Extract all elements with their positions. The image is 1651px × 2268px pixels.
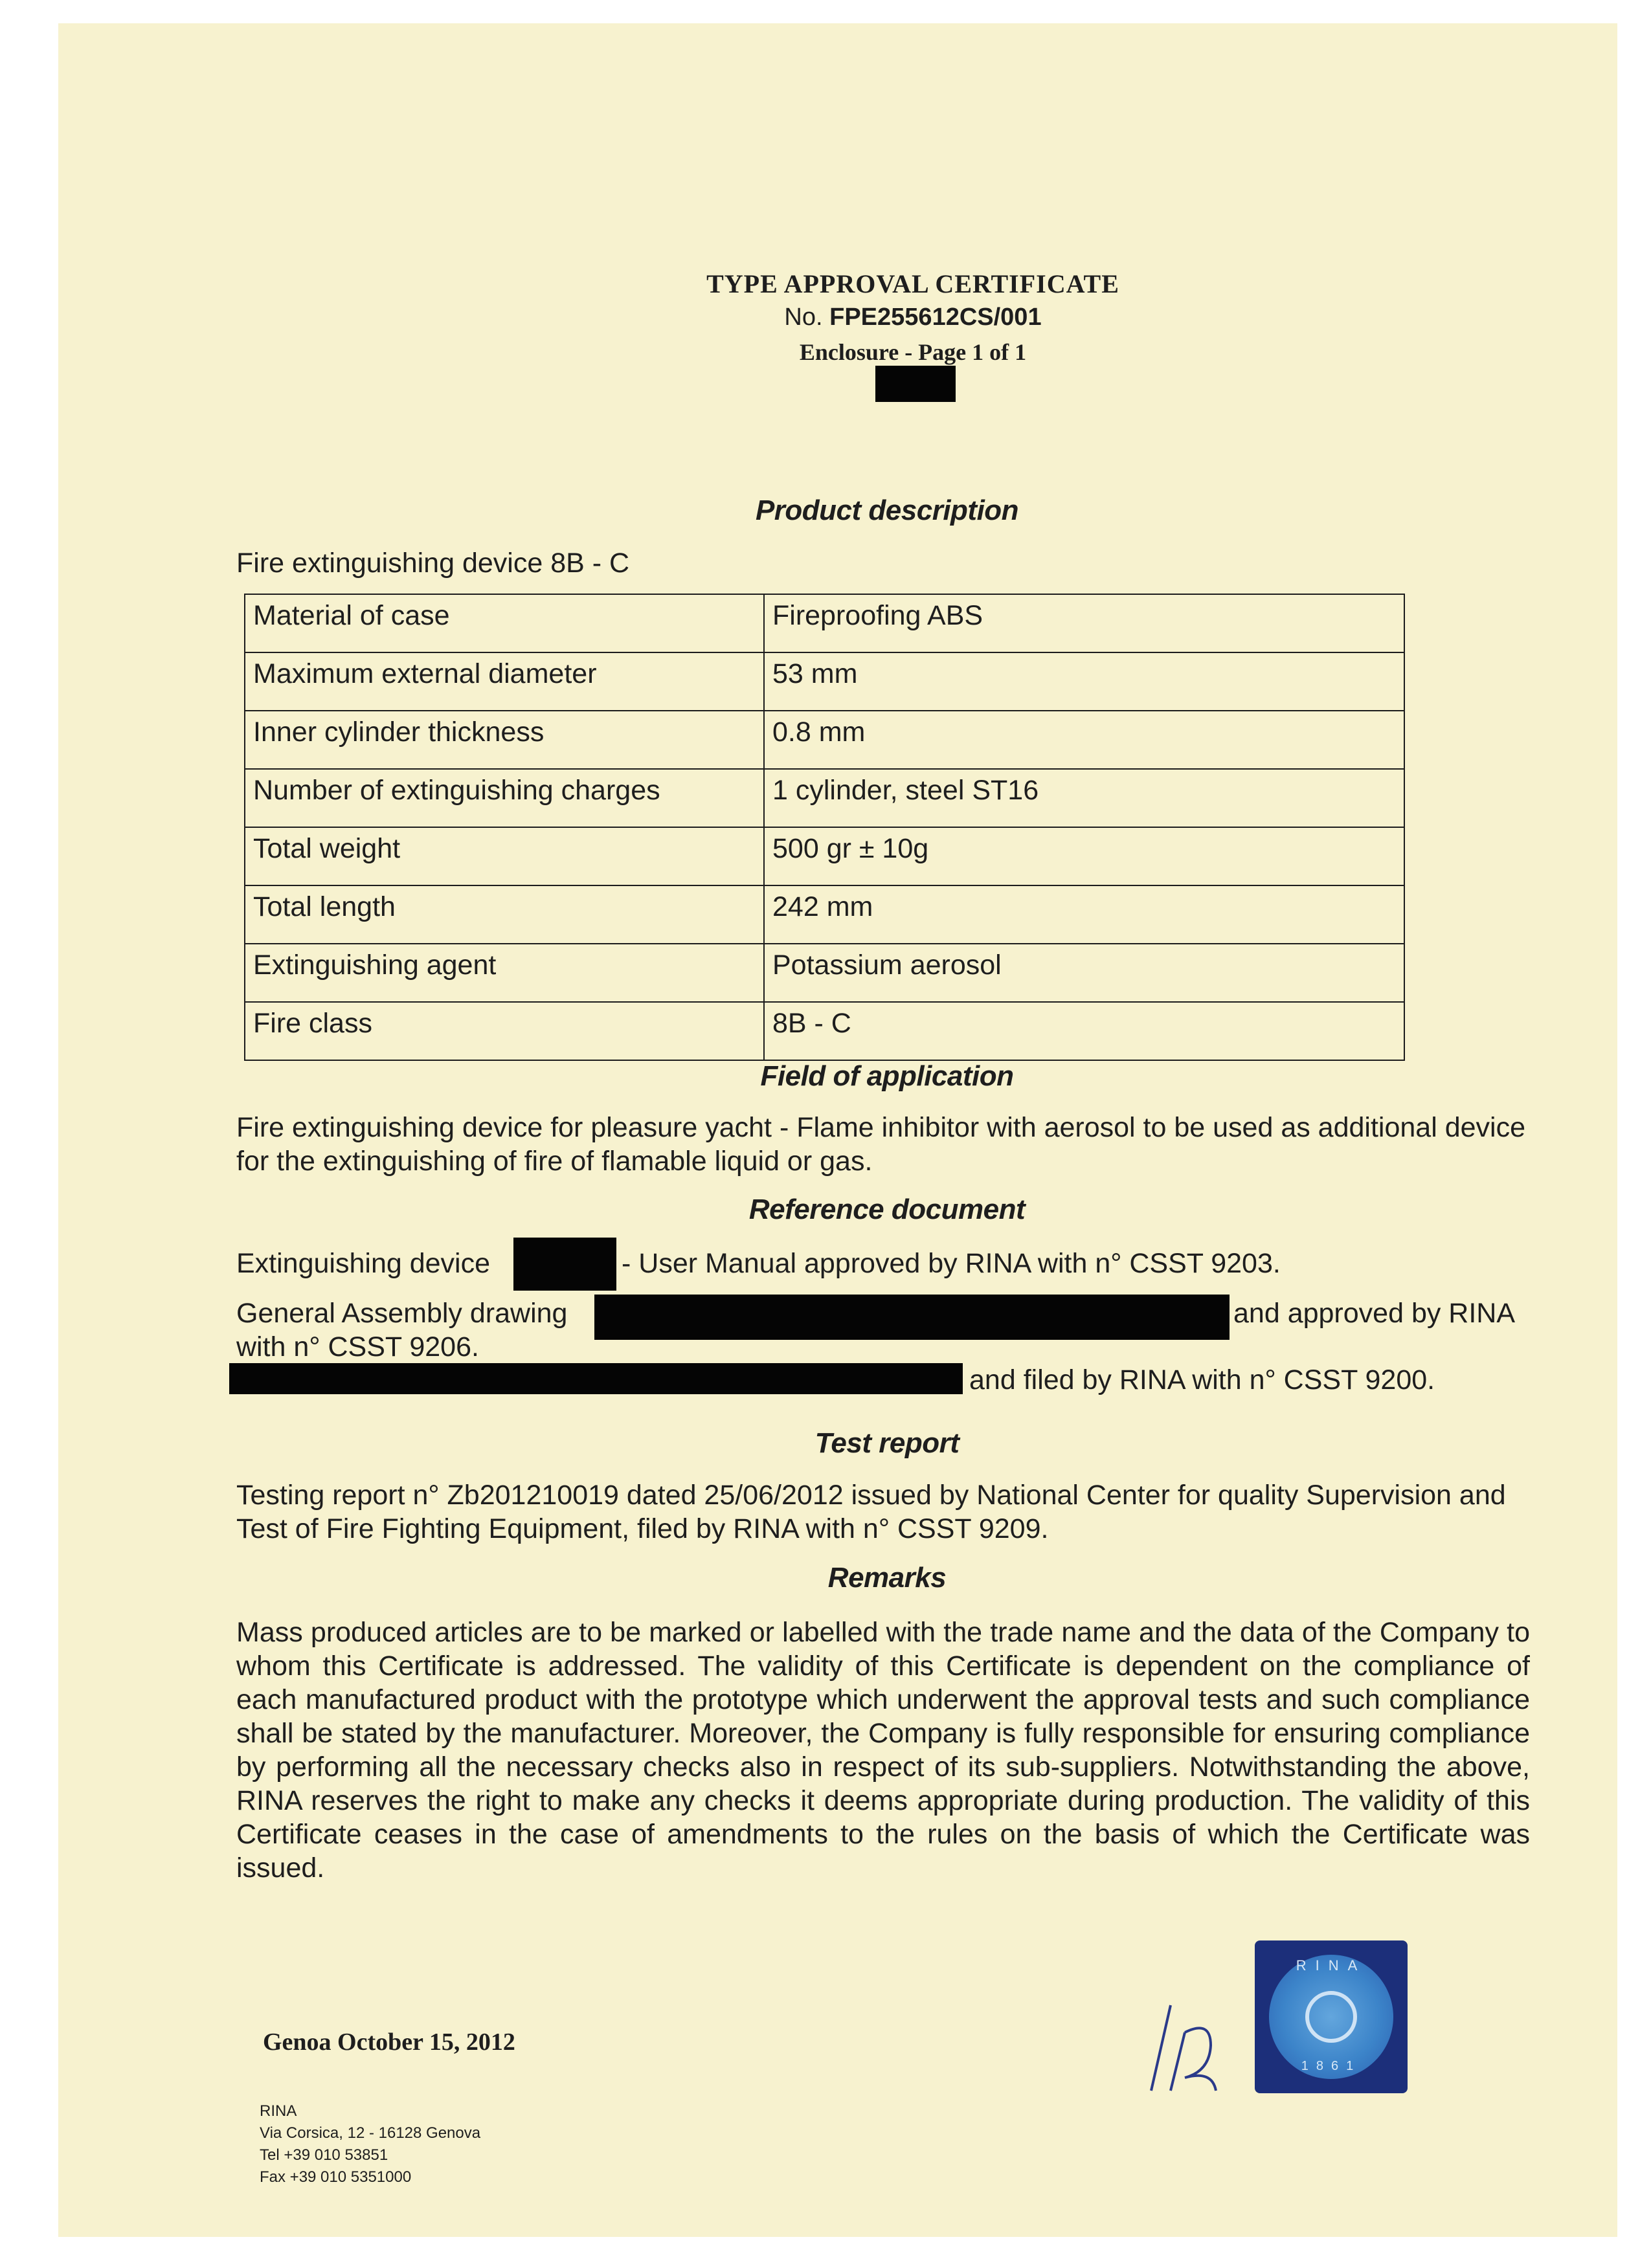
table-row xyxy=(245,885,1404,944)
issuer-fax: Fax +39 010 5351000 xyxy=(260,2168,412,2186)
spec-value: Fireproofing ABS xyxy=(764,594,1404,652)
reference-line-2c: with n° CSST 9206. xyxy=(236,1331,479,1362)
table-row xyxy=(245,944,1404,1002)
certificate-number xyxy=(0,304,1651,331)
certificate-title: TYPE APPROVAL CERTIFICATE xyxy=(706,269,1119,298)
reference-line-1a: Extinguishing device xyxy=(236,1248,491,1279)
table-row xyxy=(245,827,1404,885)
signature-icon xyxy=(1140,1994,1237,2104)
number-value: FPE255612CS/001 xyxy=(829,304,1042,331)
spec-label: Total weight xyxy=(245,827,764,885)
spec-value: 0.8 mm xyxy=(764,711,1404,769)
remarks-heading: Remarks xyxy=(827,1562,947,1594)
device-label: Fire extinguishing device 8B - C xyxy=(236,548,630,579)
table-row xyxy=(245,594,1404,652)
redaction-block xyxy=(513,1238,616,1291)
test-report-heading: Test report xyxy=(814,1427,960,1459)
table-row xyxy=(245,652,1404,711)
product-spec-table xyxy=(244,594,1405,1061)
table-row xyxy=(245,769,1404,827)
spec-label: Number of extinguishing charges xyxy=(245,769,764,827)
spec-label: Total length xyxy=(245,885,764,944)
spec-label: Maximum external diameter xyxy=(245,652,764,711)
issuer-address xyxy=(260,2100,480,2188)
spec-label: Material of case xyxy=(245,594,764,652)
field-of-application-text: Fire extinguishing device for pleasure yacht - Flame inhibitor with aerosol to be used as additional device for the extinguishing of fire of flamable liquid or gas. xyxy=(236,1112,1526,1177)
table-row xyxy=(245,711,1404,769)
redaction-block xyxy=(594,1295,1230,1340)
spec-value: 500 gr ± 10g xyxy=(764,827,1404,885)
reference-line-2b: and approved by RINA xyxy=(1233,1298,1516,1329)
spec-label: Fire class xyxy=(245,1002,764,1060)
reference-line-2a: General Assembly drawing xyxy=(236,1298,568,1329)
spec-label: Inner cylinder thickness xyxy=(245,711,764,769)
product-description-heading: Product description xyxy=(755,495,1019,526)
number-prefix: No. xyxy=(784,304,823,331)
spec-label: Extinguishing agent xyxy=(245,944,764,1002)
enclosure-page: Enclosure - Page 1 of 1 xyxy=(799,339,1027,365)
rina-seal-icon xyxy=(1255,1940,1408,2093)
place-and-date: Genoa October 15, 2012 xyxy=(263,2029,515,2056)
reference-document-heading: Reference document xyxy=(748,1194,1026,1225)
issuer-street: Via Corsica, 12 - 16128 Genova xyxy=(260,2124,481,2142)
issuer-tel: Tel +39 010 53851 xyxy=(260,2146,388,2164)
spec-value: 8B - C xyxy=(764,1002,1404,1060)
reference-line-1b: - User Manual approved by RINA with n° CSST 9203. xyxy=(622,1248,1281,1279)
reference-line-3b: and filed by RINA with n° CSST 9200. xyxy=(969,1364,1435,1395)
seal-bottom-text: 1861 xyxy=(1301,2059,1362,2073)
spec-value: 242 mm xyxy=(764,885,1404,944)
test-report-text: Testing report n° Zb201210019 dated 25/06/2012 issued by National Center for quality Supervision and Test of Fire Fighting Equipment, filed by RINA with n° CSST 9209. xyxy=(236,1480,1506,1544)
spec-value: 1 cylinder, steel ST16 xyxy=(764,769,1404,827)
redaction-block xyxy=(875,366,956,402)
spec-value: Potassium aerosol xyxy=(764,944,1404,1002)
remarks-text: Mass produced articles are to be marked or labelled with the trade name and the data of the Company to whom this Certificate is addressed. The validity of this Certificate is dependent on the compliance of each manufactured product with the prototype which underwent the approval tests and such compliance shall be stated by the manufacturer. Moreover, the Company is fully responsible for ensuring compliance by performing all the necessary checks also in respect of its sub-suppliers. Notwithstanding the above, RINA reserves the right to make any checks it deems appropriate during production. The validity of this Certificate ceases in the case of amendments to the rules on the basis of which the Certificate was issued. xyxy=(236,1617,1530,1884)
spec-value: 53 mm xyxy=(764,652,1404,711)
table-row xyxy=(245,1002,1404,1060)
field-of-application-heading: Field of application xyxy=(760,1060,1014,1092)
redaction-block xyxy=(229,1363,963,1394)
issuer-name: RINA xyxy=(260,2102,297,2120)
seal-top-text: RINA xyxy=(1296,1957,1367,1973)
